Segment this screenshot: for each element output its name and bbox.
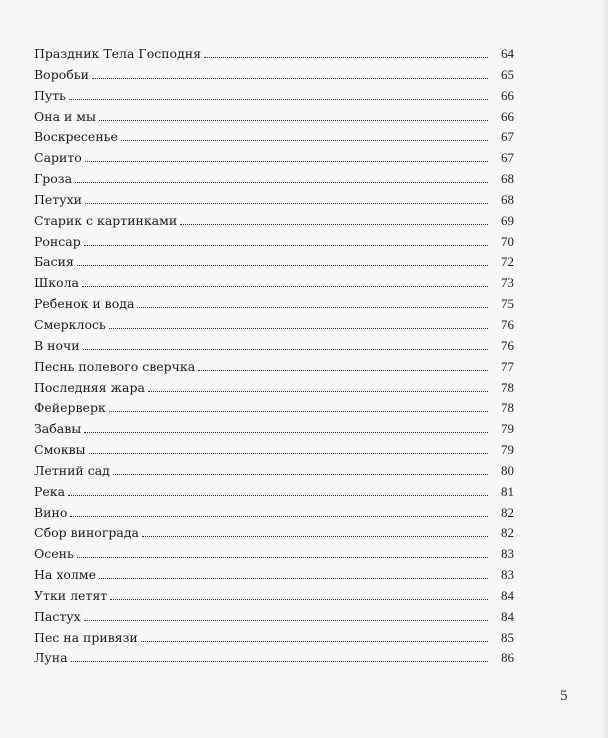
toc-entry	[34, 419, 514, 440]
toc-entry	[34, 607, 514, 628]
toc-entry	[34, 190, 514, 211]
toc-entry-page: 72	[501, 254, 514, 270]
toc-entry	[34, 107, 514, 128]
dot-leader	[99, 112, 488, 121]
toc-entry-title: В ночи	[34, 337, 80, 353]
toc-entry	[34, 565, 514, 586]
dot-leader	[142, 528, 488, 537]
toc-entry-title: Старик с картинками	[34, 212, 178, 228]
toc-entry-title: Ронсар	[34, 233, 81, 249]
toc-entry-page: 65	[501, 66, 514, 82]
dot-leader	[82, 278, 488, 287]
dot-leader	[85, 153, 488, 162]
dot-leader	[83, 341, 488, 350]
toc-entry	[34, 148, 514, 169]
toc-entry	[34, 482, 514, 503]
toc-entry	[34, 273, 514, 294]
toc-entry	[34, 398, 514, 419]
toc-entry	[34, 628, 514, 649]
toc-entry-title: Летний сад	[34, 462, 110, 478]
toc-entry-page: 67	[501, 129, 514, 145]
toc-entry-page: 86	[501, 650, 514, 666]
dot-leader	[85, 195, 488, 204]
dot-leader	[137, 299, 488, 308]
dot-leader	[121, 132, 488, 141]
dot-leader	[99, 570, 488, 579]
dot-leader	[84, 237, 488, 246]
dot-leader	[148, 383, 488, 392]
toc-entry-title: Последняя жара	[34, 379, 145, 395]
toc-entry	[34, 315, 514, 336]
table-of-contents	[34, 44, 514, 669]
toc-entry	[34, 169, 514, 190]
toc-entry-title: Воробьи	[34, 66, 89, 82]
dot-leader	[84, 424, 488, 433]
toc-entry-page: 70	[501, 233, 514, 249]
dot-leader	[198, 362, 488, 371]
toc-entry-title: Праздник Тела Господня	[34, 46, 201, 61]
dot-leader	[71, 653, 488, 662]
toc-entry-title: Осень	[34, 546, 74, 562]
toc-entry-page: 78	[501, 400, 514, 416]
toc-entry-title: Забавы	[34, 421, 82, 437]
toc-entry-title: Фейерверк	[34, 400, 106, 416]
toc-entry	[34, 127, 514, 148]
toc-entry-page: 78	[501, 379, 514, 395]
dot-leader	[109, 403, 488, 412]
toc-entry-page: 67	[501, 150, 514, 166]
toc-entry-title: Воскресенье	[34, 129, 118, 145]
toc-entry-title: Песнь полевого сверчка	[34, 358, 196, 374]
toc-entry-page: 80	[501, 462, 514, 478]
dot-leader	[75, 174, 488, 183]
toc-entry	[34, 44, 514, 65]
dot-leader	[70, 508, 488, 517]
toc-entry-title: Она и мы	[34, 108, 96, 124]
toc-entry-page: 66	[501, 87, 514, 103]
toc-entry-page: 68	[501, 171, 514, 187]
toc-entry-title: Петухи	[34, 191, 82, 207]
toc-entry-title: Луна	[34, 650, 68, 666]
toc-entry-page: 84	[501, 608, 514, 624]
toc-entry-page: 75	[501, 296, 514, 312]
toc-entry	[34, 586, 514, 607]
toc-entry-title: Смоквы	[34, 442, 86, 458]
toc-entry-title: Утки летят	[34, 587, 108, 603]
toc-entry-page: 85	[501, 629, 514, 645]
toc-entry-page: 84	[501, 587, 514, 603]
toc-entry-title: Смерклось	[34, 316, 106, 332]
toc-entry	[34, 211, 514, 232]
toc-entry-title: Ребенок и вода	[34, 296, 135, 312]
toc-entry	[34, 378, 514, 399]
page-number: 5	[560, 688, 568, 704]
toc-entry-title: Пастух	[34, 608, 81, 624]
toc-entry-page: 81	[501, 483, 514, 499]
toc-entry-page: 64	[501, 46, 514, 61]
dot-leader	[180, 216, 488, 225]
dot-leader	[89, 445, 488, 454]
toc-entry-page: 82	[501, 504, 514, 520]
toc-entry	[34, 86, 514, 107]
toc-entry-page: 79	[501, 442, 514, 458]
dot-leader	[204, 49, 488, 58]
toc-entry	[34, 336, 514, 357]
toc-entry-title: Басия	[34, 254, 74, 270]
dot-leader	[68, 487, 488, 496]
dot-leader	[69, 91, 488, 100]
toc-entry	[34, 523, 514, 544]
toc-entry	[34, 232, 514, 253]
dot-leader	[77, 549, 488, 558]
toc-entry-title: Река	[34, 483, 66, 499]
dot-leader	[109, 320, 488, 329]
toc-entry-title: Вино	[34, 504, 68, 520]
toc-entry	[34, 440, 514, 461]
toc-entry-page: 76	[501, 316, 514, 332]
toc-entry-page: 82	[501, 525, 514, 541]
toc-entry-title: Сбор винограда	[34, 525, 139, 541]
toc-entry-page: 77	[501, 358, 514, 374]
toc-entry-page: 83	[501, 546, 514, 562]
toc-entry-page: 66	[501, 108, 514, 124]
toc-entry-title: Сарито	[34, 150, 82, 166]
toc-entry	[34, 461, 514, 482]
dot-leader	[84, 612, 488, 621]
toc-entry	[34, 294, 514, 315]
toc-entry-title: На холме	[34, 567, 96, 583]
dot-leader	[77, 257, 488, 266]
dot-leader	[92, 70, 488, 79]
toc-entry-title: Путь	[34, 87, 66, 103]
page-edge	[602, 0, 608, 738]
toc-entry	[34, 252, 514, 273]
dot-leader	[110, 591, 488, 600]
toc-entry-page: 76	[501, 337, 514, 353]
toc-entry-page: 68	[501, 191, 514, 207]
dot-leader	[141, 633, 488, 642]
toc-entry-page: 69	[501, 212, 514, 228]
toc-entry	[34, 65, 514, 86]
toc-entry	[34, 648, 514, 669]
toc-entry-page: 79	[501, 421, 514, 437]
toc-entry-page: 83	[501, 567, 514, 583]
toc-entry-title: Школа	[34, 275, 79, 291]
toc-entry-title: Гроза	[34, 171, 73, 187]
toc-entry-page: 73	[501, 275, 514, 291]
toc-entry	[34, 357, 514, 378]
toc-entry	[34, 544, 514, 565]
dot-leader	[113, 466, 488, 475]
toc-entry	[34, 503, 514, 524]
toc-entry-title: Пес на привязи	[34, 629, 138, 645]
